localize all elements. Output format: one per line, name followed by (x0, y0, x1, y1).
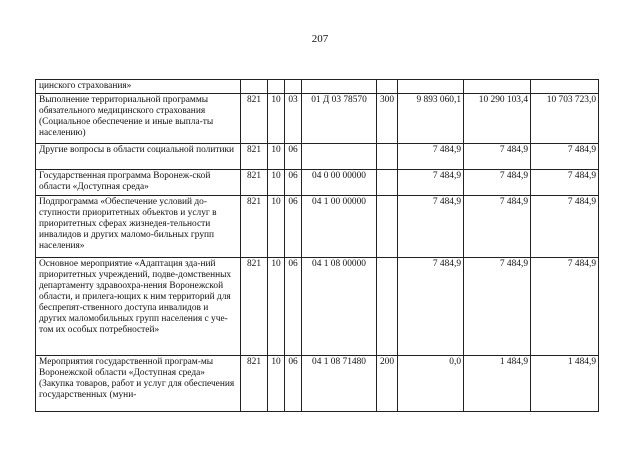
org-code: 821 (241, 196, 268, 258)
expense-type: 300 (377, 94, 398, 144)
target-article: 04 1 00 00000 (302, 196, 377, 258)
amount-year-1: 7 484,9 (398, 258, 464, 356)
subsection-code: 06 (285, 356, 302, 412)
expense-type (377, 196, 398, 258)
expense-type: 200 (377, 356, 398, 412)
expense-type (377, 144, 398, 170)
amount-year-1 (398, 80, 464, 94)
subsection-code: 06 (285, 196, 302, 258)
table-row (36, 144, 599, 170)
table-row (36, 356, 599, 412)
amount-year-3: 7 484,9 (531, 196, 599, 258)
subsection-code: 06 (285, 258, 302, 356)
amount-year-2 (464, 80, 531, 94)
row-name: Подпрограмма «Обеспечение условий до-ступности приоритетных объектов и услуг в приоритетных сферах жизнедея-тельности инвалидов и других маломо-бильных групп населения» (36, 196, 241, 258)
table-row (36, 258, 599, 356)
target-article (302, 80, 377, 94)
amount-year-1: 7 484,9 (398, 170, 464, 196)
subsection-code: 06 (285, 144, 302, 170)
row-name: Другие вопросы в области социальной политики (36, 144, 241, 170)
org-code (241, 80, 268, 94)
section-code: 10 (268, 356, 285, 412)
amount-year-3: 7 484,9 (531, 258, 599, 356)
amount-year-2: 1 484,9 (464, 356, 531, 412)
table-row (36, 80, 599, 94)
row-name: Мероприятия государственной програм-мы Воронежской области «Доступная среда» (Закупка товаров, работ и услуг для обеспечения государственных (муни- (36, 356, 241, 412)
amount-year-2: 7 484,9 (464, 144, 531, 170)
row-name: Основное мероприятие «Адаптация зда-ний приоритетных учреждений, подве-домственных департаменту здравоохра-нения Воронежской области, и прилега-ющих к ним территорий для беспрепят-ственного доступа инвалидов и других маломобильных групп населения с уче-том их особых потребностей» (36, 258, 241, 356)
section-code: 10 (268, 258, 285, 356)
target-article (302, 144, 377, 170)
row-name: Выполнение территориальной программы обязательного медицинского страхования (Социальное обеспечение и иные выпла-ты населению) (36, 94, 241, 144)
org-code: 821 (241, 94, 268, 144)
section-code: 10 (268, 144, 285, 170)
amount-year-2: 7 484,9 (464, 196, 531, 258)
table-row (36, 170, 599, 196)
amount-year-3 (531, 80, 599, 94)
expense-type (377, 170, 398, 196)
target-article: 04 1 08 71480 (302, 356, 377, 412)
org-code: 821 (241, 258, 268, 356)
section-code: 10 (268, 170, 285, 196)
budget-table-body (36, 80, 599, 412)
section-code: 10 (268, 196, 285, 258)
org-code: 821 (241, 356, 268, 412)
subsection-code: 06 (285, 170, 302, 196)
amount-year-1: 7 484,9 (398, 144, 464, 170)
org-code: 821 (241, 170, 268, 196)
target-article: 04 1 08 00000 (302, 258, 377, 356)
amount-year-2: 7 484,9 (464, 170, 531, 196)
row-name: Государственная программа Воронеж-ской области «Доступная среда» (36, 170, 241, 196)
amount-year-3: 7 484,9 (531, 144, 599, 170)
table-row (36, 196, 599, 258)
budget-table (35, 79, 599, 412)
amount-year-2: 7 484,9 (464, 258, 531, 356)
expense-type (377, 258, 398, 356)
section-code (268, 80, 285, 94)
org-code: 821 (241, 144, 268, 170)
subsection-code (285, 80, 302, 94)
expense-type (377, 80, 398, 94)
amount-year-1: 9 893 060,1 (398, 94, 464, 144)
table-row (36, 94, 599, 144)
amount-year-1: 0,0 (398, 356, 464, 412)
amount-year-1: 7 484,9 (398, 196, 464, 258)
target-article: 04 0 00 00000 (302, 170, 377, 196)
amount-year-3: 10 703 723,0 (531, 94, 599, 144)
amount-year-2: 10 290 103,4 (464, 94, 531, 144)
subsection-code: 03 (285, 94, 302, 144)
amount-year-3: 1 484,9 (531, 356, 599, 412)
target-article: 01 Д 03 78570 (302, 94, 377, 144)
amount-year-3: 7 484,9 (531, 170, 599, 196)
section-code: 10 (268, 94, 285, 144)
page-number: 207 (311, 33, 329, 45)
row-name: цинского страхования» (36, 80, 241, 94)
